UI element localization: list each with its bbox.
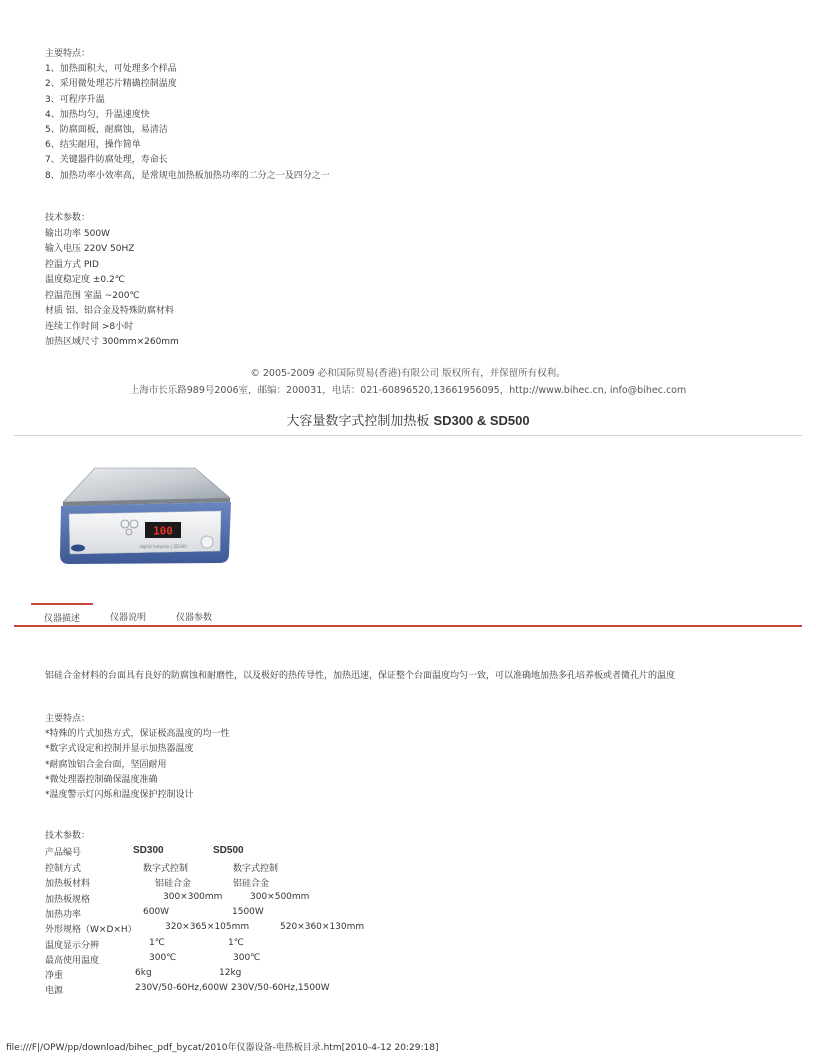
contact-line: 上海市长乐路989号2006室，邮编：200031，电话：021-60896520,13661956095，http://www.bihec.cn, info@bihec.com [129,385,687,396]
features-section-2 [45,712,230,803]
spec-value: 6kg [135,968,152,979]
product-title [0,410,816,429]
spec-value: 数字式控制 [233,864,279,874]
spec-value: 铝硅合金 [233,879,270,890]
tech-item: 温度稳定度 ±0.2℃ [45,275,125,285]
spec-value: 数字式控制 [143,864,189,874]
feature-item: 1、加热面积大，可处理多个样品 [45,64,177,75]
features-heading: 主要特点： [45,714,91,724]
copyright-line: © 2005-2009 必和国际贸易(香港)有限公司 版权所有，并保留所有权利。 [250,368,566,379]
spec-value: 230V/50-60Hz,600W [135,983,228,994]
feature-item: 3、可程序升温 [45,94,105,105]
spec-label: 加热板材料 [45,879,91,890]
tab-bar-underline [14,625,802,627]
tech-item: 加热区域尺寸 300mm×260mm [45,337,179,347]
spec-value: 铝硅合金 [155,879,192,890]
feature-item: *耐腐蚀铝合金台面，坚固耐用 [45,759,167,770]
feature-item: 4、加热均匀，升温速度快 [45,109,150,120]
spec-value: 1℃ [228,937,244,948]
spec-value: 300℃ [149,952,177,963]
spec-value: 230V/50-60Hz,1500W [231,983,330,994]
feature-item: *数字式设定和控制并显示加热器温度 [45,744,194,755]
panel-label: digital hotplate | SD300 [139,544,187,549]
temperature-display: 100 [153,524,173,538]
feature-item: 7、关键器件防腐处理，寿命长 [45,155,168,166]
tech-item: 连续工作时间 >8小时 [45,321,134,332]
spec-label: 外形规格（W×D×H） [45,925,137,936]
spec-value: 1℃ [149,937,165,948]
tech-item: 输入电压 220V 50HZ [45,244,135,254]
feature-item: 5、防腐面板，耐腐蚀，易清洁 [45,125,168,136]
spec-value: 12kg [219,968,242,979]
tech-item: 材质 铝、铝合金及特殊防腐材料 [45,306,174,316]
description-text: 铝硅合金材料的台面具有良好的防腐蚀和耐磨性，以及极好的热传导性，加热迅速，保证整个台面温度均匀一致，可以准确地加热多孔培养板或者微孔片的温度 [45,671,676,681]
spec-label: 加热板规格 [45,894,91,905]
spec-label: 电源 [45,986,64,997]
spec-label: 加热功率 [45,909,82,920]
tech-item: 控温方式 PID [45,259,99,270]
product-title-model: SD300 & SD500 [433,413,530,428]
feature-item: *微处理器控制确保温度准确 [45,774,158,785]
tech-item: 输出功率 500W [45,228,110,239]
file-path-footer: file:///F|/OPW/pp/download/bihec_pdf_bycat/2010年仪器设备-电热板目录.htm[2010-4-12 20:29:18] [6,1043,439,1053]
spec-label: 产品编号 [45,848,82,858]
feature-item: 2、采用微处理芯片精确控制温度 [45,79,177,90]
spec-model-1: SD300 [133,845,164,856]
product-image [45,458,235,568]
tech-item: 控温范围 室温 ~200℃ [45,290,140,301]
feature-item: *特殊的片式加热方式，保证极高温度的均一性 [45,729,230,740]
features-section-1 [45,47,330,184]
spec-value: 320×365×105mm [165,922,250,933]
feature-item: 8、加热功率小效率高，是常规电加热板加热功率的二分之一及四分之一 [45,170,330,181]
spec-model-2: SD500 [213,845,244,856]
title-divider [14,435,802,436]
feature-item: *温度警示灯闪烁和温度保护控制设计 [45,790,194,801]
tech-params-heading-2: 技术参数： [45,831,91,841]
feature-item: 6、结实耐用，操作简单 [45,140,141,151]
spec-value: 1500W [232,906,264,917]
spec-label: 温度显示分辨 [45,940,100,951]
spec-value: 300℃ [233,952,261,963]
spec-value: 300×500mm [250,891,310,902]
tab-instructions[interactable]: 仪器说明 [110,613,147,623]
tab-parameters[interactable]: 仪器参数 [176,613,213,623]
tab-description[interactable]: 仪器描述 [31,603,93,624]
features-heading: 主要特点： [45,49,91,59]
spec-value: 520×360×130mm [280,922,365,933]
product-title-cn: 大容量数字式控制加热板 [286,414,434,429]
spec-label: 控制方式 [45,864,82,874]
spec-label: 净重 [45,971,64,982]
spec-label: 最高使用温度 [45,955,100,966]
spec-value: 300×300mm [163,891,223,902]
tech-heading: 技术参数： [45,213,91,223]
tech-params-section-1 [45,211,179,351]
spec-value: 600W [143,906,170,917]
